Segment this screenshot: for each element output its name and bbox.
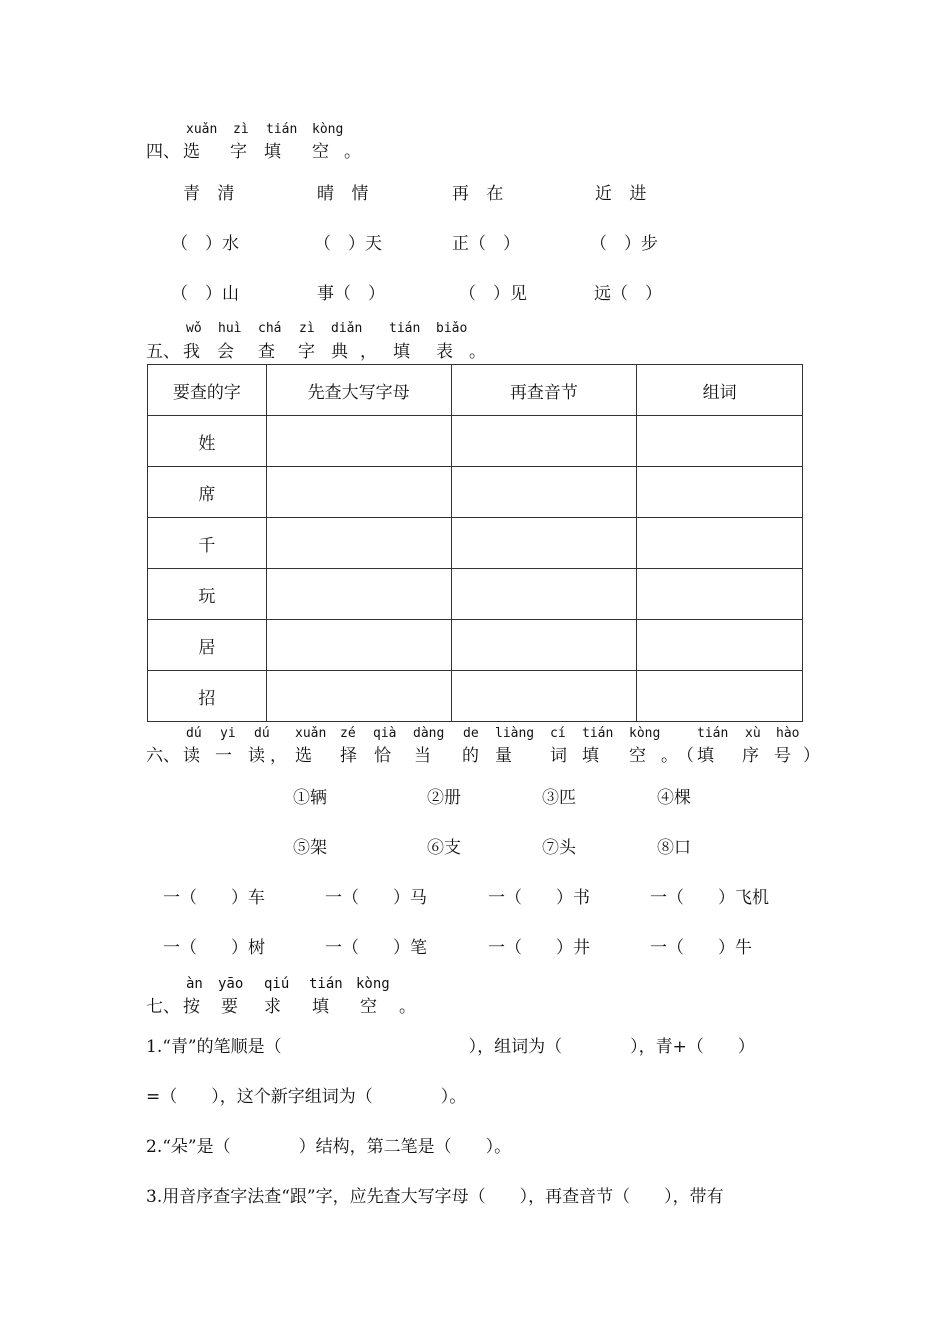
- blank-cell: [451, 569, 637, 620]
- pinyin: xù: [745, 726, 761, 741]
- heading-char: 填: [264, 142, 281, 162]
- measure-word-option: ②册: [427, 788, 461, 808]
- blank-cell: [266, 620, 451, 671]
- heading-char: 会: [217, 342, 234, 362]
- heading-char: 读: [248, 746, 265, 766]
- measure-word-option: ①辆: [293, 788, 327, 808]
- pinyin: liàng: [495, 726, 535, 741]
- measure-word-option: ⑥支: [427, 838, 461, 858]
- pinyin: xuǎn: [295, 726, 327, 741]
- section-number: 六、: [146, 746, 180, 766]
- table-header-row: [148, 365, 803, 416]
- lookup-char: 席: [148, 467, 267, 518]
- question-1-continued: =（ ），这个新字组词为（ ）。: [146, 1087, 467, 1107]
- fill-blank: 一（ ）书: [488, 888, 590, 908]
- pinyin: xuǎn: [186, 122, 218, 137]
- lookup-char: 招: [148, 671, 267, 722]
- char-pair: 青 清: [183, 184, 235, 204]
- lookup-char: 千: [148, 518, 267, 569]
- blank-cell: [637, 620, 803, 671]
- heading-char: 择: [340, 746, 357, 766]
- table-row: [148, 467, 803, 518]
- table-header: 要查的字: [148, 365, 267, 416]
- blank-cell: [266, 416, 451, 467]
- pinyin: de: [463, 726, 479, 741]
- blank-cell: [451, 416, 637, 467]
- lookup-char: 姓: [148, 416, 267, 467]
- pinyin: tián: [697, 726, 729, 741]
- fill-blank: 一（ ）笔: [325, 938, 427, 958]
- measure-word-option: ③匹: [542, 788, 576, 808]
- heading-char: 空: [629, 746, 646, 766]
- blank-cell: [266, 467, 451, 518]
- heading-char: 字: [298, 342, 315, 362]
- fill-blank: （ ）山: [171, 284, 239, 304]
- blank-cell: [266, 671, 451, 722]
- heading-char: 字: [230, 142, 247, 162]
- pinyin: yi: [220, 726, 236, 741]
- table-row: [148, 671, 803, 722]
- question-2: 2.“朵”是（ ）结构，第二笔是（ ）。: [146, 1137, 512, 1157]
- measure-word-option: ⑤架: [293, 838, 327, 858]
- blank-cell: [451, 671, 637, 722]
- fill-blank: 远（ ）: [594, 284, 662, 304]
- heading-char: 读: [183, 746, 200, 766]
- heading-char: 要: [221, 997, 238, 1017]
- heading-char: 空: [312, 142, 329, 162]
- pinyin: dú: [186, 726, 202, 741]
- char-pair: 再 在: [452, 184, 504, 204]
- heading-char: 空: [360, 997, 377, 1017]
- heading-char: 。: [344, 142, 361, 162]
- lookup-char: 玩: [148, 569, 267, 620]
- heading-char: 号: [774, 746, 791, 766]
- pinyin: yāo: [218, 976, 244, 992]
- char-pair: 晴 情: [317, 184, 369, 204]
- question-1: 1.“青”的笔顺是（ ），组词为（ ），青+（ ）: [146, 1037, 755, 1057]
- heading-char: 典: [331, 342, 348, 362]
- measure-word-option: ⑧口: [657, 838, 691, 858]
- pinyin: qià: [373, 726, 397, 741]
- heading-char: 恰: [374, 746, 391, 766]
- pinyin: wǒ: [186, 321, 202, 336]
- heading-char: ，: [270, 746, 287, 766]
- blank-cell: [451, 518, 637, 569]
- fill-blank: 一（ ）牛: [650, 938, 752, 958]
- blank-cell: [451, 467, 637, 518]
- blank-cell: [451, 620, 637, 671]
- blank-cell: [637, 416, 803, 467]
- heading-char: 表: [436, 342, 453, 362]
- blank-cell: [637, 518, 803, 569]
- pinyin: kòng: [312, 122, 344, 137]
- pinyin: hào: [776, 726, 800, 741]
- table-row: [148, 416, 803, 467]
- section-number: 四、: [146, 142, 180, 162]
- fill-blank: （ ）水: [171, 234, 239, 254]
- blank-cell: [637, 569, 803, 620]
- heading-char: 词: [550, 746, 567, 766]
- fill-blank: （ ）步: [590, 234, 658, 254]
- pinyin: kòng: [629, 726, 661, 741]
- heading-char: 。: [661, 746, 678, 766]
- heading-char: 。: [469, 342, 486, 362]
- fill-blank: 一（ ）井: [488, 938, 590, 958]
- heading-char: 查: [258, 342, 275, 362]
- pinyin: zé: [340, 726, 356, 741]
- pinyin: dú: [254, 726, 270, 741]
- table-header: 先查大写字母: [266, 365, 451, 416]
- heading-char: 选: [183, 142, 200, 162]
- fill-blank: 正（ ）: [452, 234, 520, 254]
- heading-char: 求: [264, 997, 281, 1017]
- pinyin: dàng: [413, 726, 445, 741]
- heading-char: 我: [183, 342, 200, 362]
- blank-cell: [637, 671, 803, 722]
- heading-char: （: [677, 746, 694, 766]
- dictionary-lookup-table: [147, 364, 803, 722]
- heading-char: ，: [360, 342, 377, 362]
- fill-blank: （ ）见: [459, 284, 527, 304]
- pinyin: qiú: [264, 976, 290, 992]
- fill-blank: 一（ ）飞机: [650, 888, 769, 908]
- heading-char: 。: [399, 997, 416, 1017]
- heading-char: 填: [312, 997, 329, 1017]
- heading-char: 当: [414, 746, 431, 766]
- measure-word-option: ④棵: [657, 788, 691, 808]
- heading-char: 填: [697, 746, 714, 766]
- pinyin: zì: [233, 122, 249, 137]
- heading-char: 按: [183, 997, 200, 1017]
- pinyin: tián: [266, 122, 298, 137]
- pinyin: àn: [186, 976, 203, 992]
- measure-word-option: ⑦头: [542, 838, 576, 858]
- heading-char: 填: [582, 746, 599, 766]
- pinyin: diǎn: [331, 321, 363, 336]
- table-header: 组词: [637, 365, 803, 416]
- blank-cell: [637, 467, 803, 518]
- pinyin: cí: [550, 726, 566, 741]
- table-header: 再查音节: [451, 365, 637, 416]
- heading-char: 一: [215, 746, 232, 766]
- fill-blank: 一（ ）车: [163, 888, 265, 908]
- heading-char: ）: [803, 746, 820, 766]
- blank-cell: [266, 518, 451, 569]
- heading-char: 的: [462, 746, 479, 766]
- heading-char: 填: [393, 342, 410, 362]
- table-row: [148, 518, 803, 569]
- blank-cell: [266, 569, 451, 620]
- fill-blank: 事（ ）: [317, 284, 385, 304]
- heading-char: 序: [742, 746, 759, 766]
- fill-blank: 一（ ）马: [325, 888, 427, 908]
- pinyin: kòng: [356, 976, 390, 992]
- pinyin: huì: [218, 321, 242, 336]
- pinyin: zì: [299, 321, 315, 336]
- heading-char: 选: [295, 746, 312, 766]
- pinyin: chá: [258, 321, 282, 336]
- section-number: 五、: [146, 342, 180, 362]
- table-row: [148, 569, 803, 620]
- fill-blank: （ ）天: [314, 234, 382, 254]
- char-pair: 近 进: [595, 184, 647, 204]
- pinyin: tián: [582, 726, 614, 741]
- heading-char: 量: [495, 746, 512, 766]
- fill-blank: 一（ ）树: [163, 938, 265, 958]
- pinyin: biǎo: [436, 321, 468, 336]
- section-number: 七、: [146, 997, 180, 1017]
- lookup-char: 居: [148, 620, 267, 671]
- table-row: [148, 620, 803, 671]
- question-3: 3.用音序查字法查“跟”字，应先查大写字母（ ），再查音节（ ），带有: [146, 1187, 724, 1207]
- pinyin: tián: [309, 976, 343, 992]
- pinyin: tián: [389, 321, 421, 336]
